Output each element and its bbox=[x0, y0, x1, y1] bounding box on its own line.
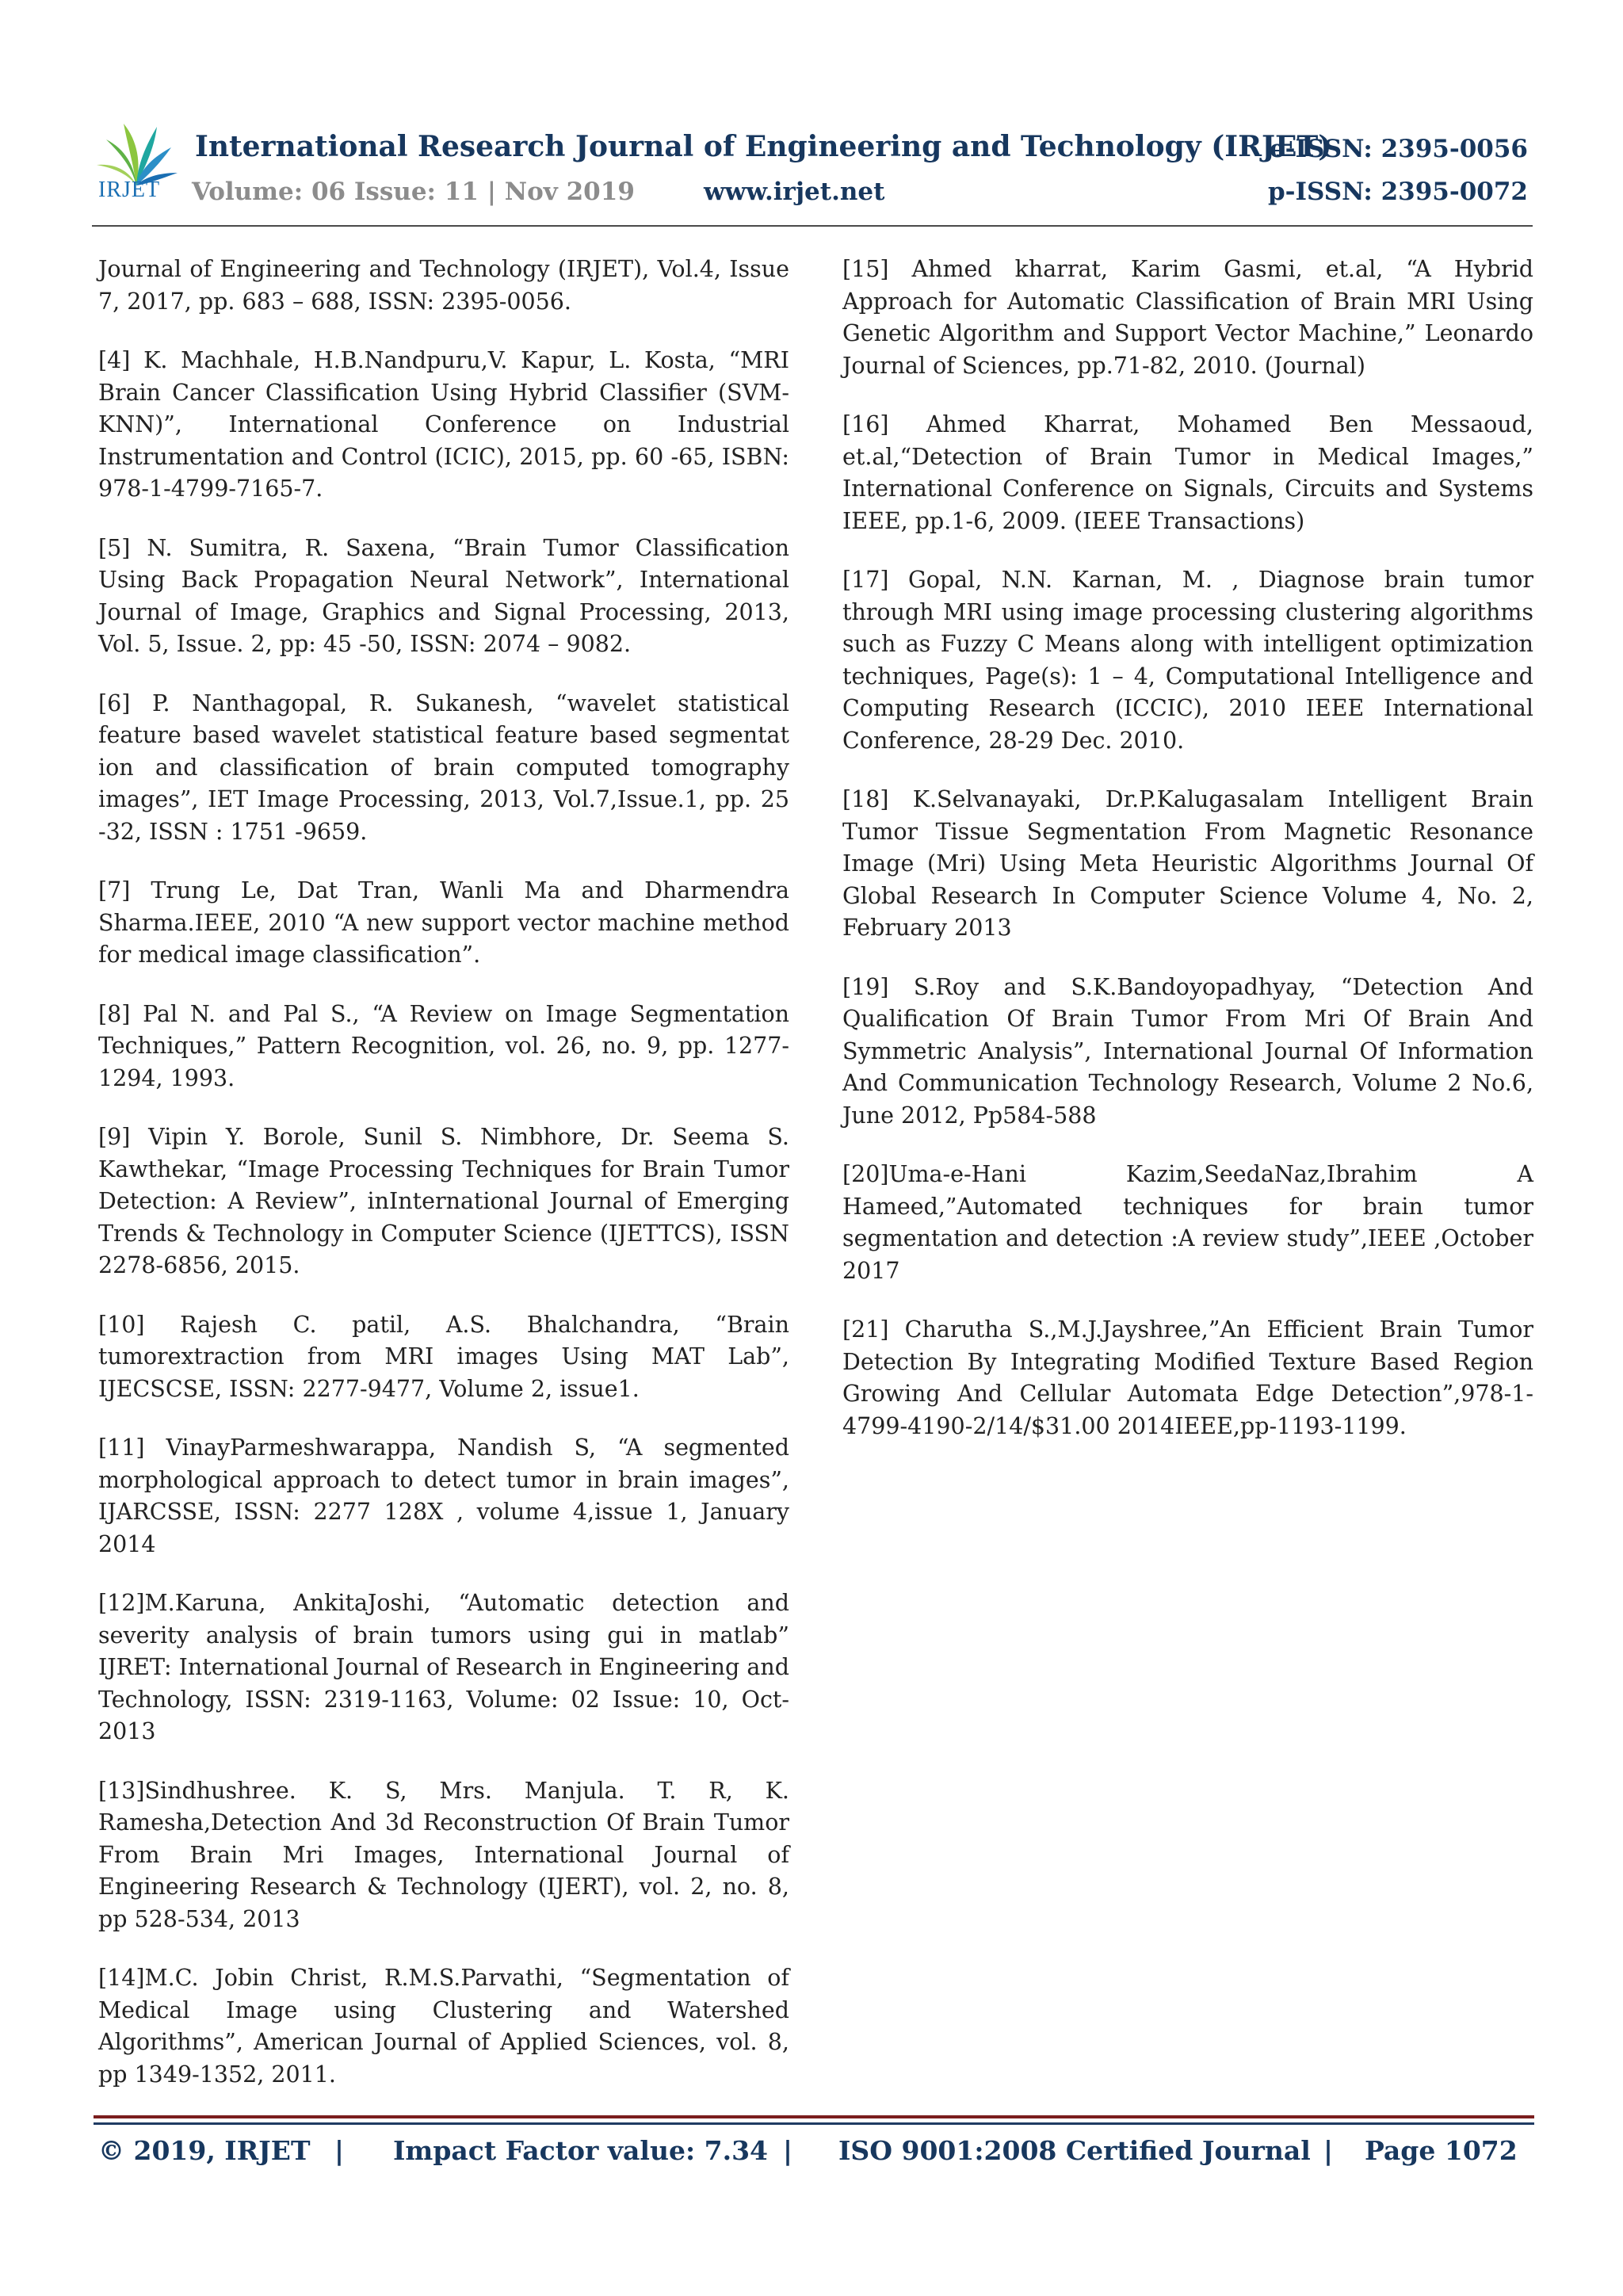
page-footer bbox=[98, 2135, 1517, 2173]
reference-item: [4] K. Machhale, H.B.Nandpuru,V. Kapur, L. Kosta, “MRI Brain Cancer Classification Using Hybrid Classifier (SVM-KNN)”, International Conference on Industrial Instrumentation and Control (ICIC), 2015, pp. 60 -65, ISBN: 978-1-4799-7165-7. bbox=[98, 347, 789, 502]
logo-wordmark: IRJET bbox=[98, 178, 161, 202]
journal-website: www.irjet.net bbox=[704, 178, 885, 206]
reference-item: [9] Vipin Y. Borole, Sunil S. Nimbhore, Dr. Seema S. Kawthekar, “Image Processing Techniques for Brain Tumor Detection: A Review”, inInternational Journal of Emerging Trends & Technology in Computer Science (IJETTCS), ISSN 2278-6856, 2015. bbox=[98, 1124, 789, 1278]
journal-title: International Research Journal of Engineering and Technology (IRJET) bbox=[195, 130, 1332, 163]
references-right-column bbox=[842, 254, 1533, 1469]
footer-divider-top bbox=[94, 2115, 1534, 2118]
header-divider bbox=[92, 225, 1533, 227]
reference-item: [12]M.Karuna, AnkitaJoshi, “Automatic detection and severity analysis of brain tumors using gui in matlab” IJRET: International Journal of Research in Engineering and Technology, ISSN: 2319-1163, Volume: 02 Issue: 10, Oct-2013 bbox=[98, 1590, 789, 1744]
reference-item: [20]Uma-e-Hani Kazim,SeedaNaz,Ibrahim A Hameed,”Automated techniques for brain tumor segmentation and detection :A review study”,IEEE ,October 2017 bbox=[842, 1161, 1533, 1284]
reference-item: [18] K.Selvanayaki, Dr.P.Kalugasalam Intelligent Brain Tumor Tissue Segmentation From Magnetic Resonance Image (Mri) Using Meta Heuristic Algorithms Journal Of Global Research In Computer Science Volume 4, No. 2, February 2013 bbox=[842, 786, 1533, 941]
reference-item: [10] Rajesh C. patil, A.S. Bhalchandra, “Brain tumorextraction from MRI images Using MAT Lab”, IJECSCSE, ISSN: 2277-9477, Volume 2, issue1. bbox=[98, 1311, 789, 1402]
reference-item: [19] S.Roy and S.K.Bandoyopadhyay, “Detection And Qualification Of Brain Tumor From Mri Of Brain And Symmetric Analysis”, International Journal Of Information And Communication Technology Research, Volume 2 No.6, June 2012, Pp584-588 bbox=[842, 973, 1533, 1129]
p-issn: p-ISSN: 2395-0072 bbox=[1267, 178, 1528, 206]
footer-iso-certification: ISO 9001:2008 Certified Journal bbox=[838, 2135, 1311, 2166]
volume-issue: Volume: 06 Issue: 11 | Nov 2019 bbox=[192, 178, 635, 206]
reference-item: [11] VinayParmeshwarappa, Nandish S, “A segmented morphological approach to detect tumor in brain images”, IJARCSSE, ISSN: 2277 128X , volume 4,issue 1, January 2014 bbox=[98, 1435, 789, 1557]
reference-item: [5] N. Sumitra, R. Saxena, “Brain Tumor Classification Using Back Propagation Neural Network”, International Journal of Image, Graphics and Signal Processing, 2013, Vol. 5, Issue. 2, pp: 45 -50, ISSN: 2074 – 9082. bbox=[98, 534, 789, 657]
footer-page-number: Page 1072 bbox=[1365, 2135, 1518, 2166]
reference-item: [14]M.C. Jobin Christ, R.M.S.Parvathi, “Segmentation of Medical Image using Clustering and Watershed Algorithms”, American Journal of Applied Sciences, vol. 8, pp 1349-1352, 2011. bbox=[98, 1965, 789, 2088]
e-issn: e-ISSN: 2395-0056 bbox=[1269, 135, 1528, 163]
reference-item: [15] Ahmed kharrat, Karim Gasmi, et.al, “A Hybrid Approach for Automatic Classification of Brain MRI Using Genetic Algorithm and Support Vector Machine,” Leonardo Journal of Sciences, pp.71-82, 2010. (Journal) bbox=[842, 256, 1533, 379]
footer-separator: | bbox=[334, 2135, 345, 2166]
footer-impact-factor: Impact Factor value: 7.34 bbox=[393, 2135, 768, 2166]
footer-separator: | bbox=[1323, 2135, 1334, 2166]
footer-separator: | bbox=[783, 2135, 793, 2166]
reference-item: [6] P. Nanthagopal, R. Sukanesh, “wavelet statistical feature based wavelet statistical feature based segmentat ion and classification of brain computed tomography images”, IET Image Processing, 2013, Vol.7,Issue.1, pp. 25 -32, ISSN : 1751 -9659. bbox=[98, 690, 789, 845]
reference-item: [13]Sindhushree. K. S, Mrs. Manjula. T. R, K. Ramesha,Detection And 3d Reconstruction Of Brain Tumor From Brain Mri Images, International Journal of Engineering Research & Technology (IJERT), vol. 2, no. 8, pp 528-534, 2013 bbox=[98, 1777, 789, 1932]
reference-item: [21] Charutha S.,M.J.Jayshree,”An Efficient Brain Tumor Detection By Integrating Modified Texture Based Region Growing And Cellular Automata Edge Detection”,978-1-4799-4190-2/14/$31.00 2014IEEE,pp-1193-1199. bbox=[842, 1316, 1533, 1439]
reference-item: Journal of Engineering and Technology (IRJET), Vol.4, Issue 7, 2017, pp. 683 – 688, ISSN: 2395-0056. bbox=[98, 256, 789, 315]
references-left-column bbox=[98, 254, 789, 2118]
footer-copyright: © 2019, IRJET bbox=[98, 2135, 311, 2166]
footer-divider-bottom bbox=[94, 2122, 1534, 2125]
reference-item: [16] Ahmed Kharrat, Mohamed Ben Messaoud, et.al,“Detection of Brain Tumor in Medical Images,” International Conference on Signals, Circuits and Systems IEEE, pp.1-6, 2009. (IEEE Transactions) bbox=[842, 411, 1533, 534]
reference-item: [7] Trung Le, Dat Tran, Wanli Ma and Dharmendra Sharma.IEEE, 2010 “A new support vector machine method for medical image classification”. bbox=[98, 877, 789, 968]
reference-item: [8] Pal N. and Pal S., “A Review on Image Segmentation Techniques,” Pattern Recognition, vol. 26, no. 9, pp. 1277-1294, 1993. bbox=[98, 1000, 789, 1091]
reference-item: [17] Gopal, N.N. Karnan, M. , Diagnose brain tumor through MRI using image processing clustering algorithms such as Fuzzy C Means along with intelligent optimization techniques, Page(s): 1 – 4, Computational Intelligence and Computing Research (ICCIC), 2010 IEEE International Conference, 28-29 Dec. 2010. bbox=[842, 567, 1533, 754]
